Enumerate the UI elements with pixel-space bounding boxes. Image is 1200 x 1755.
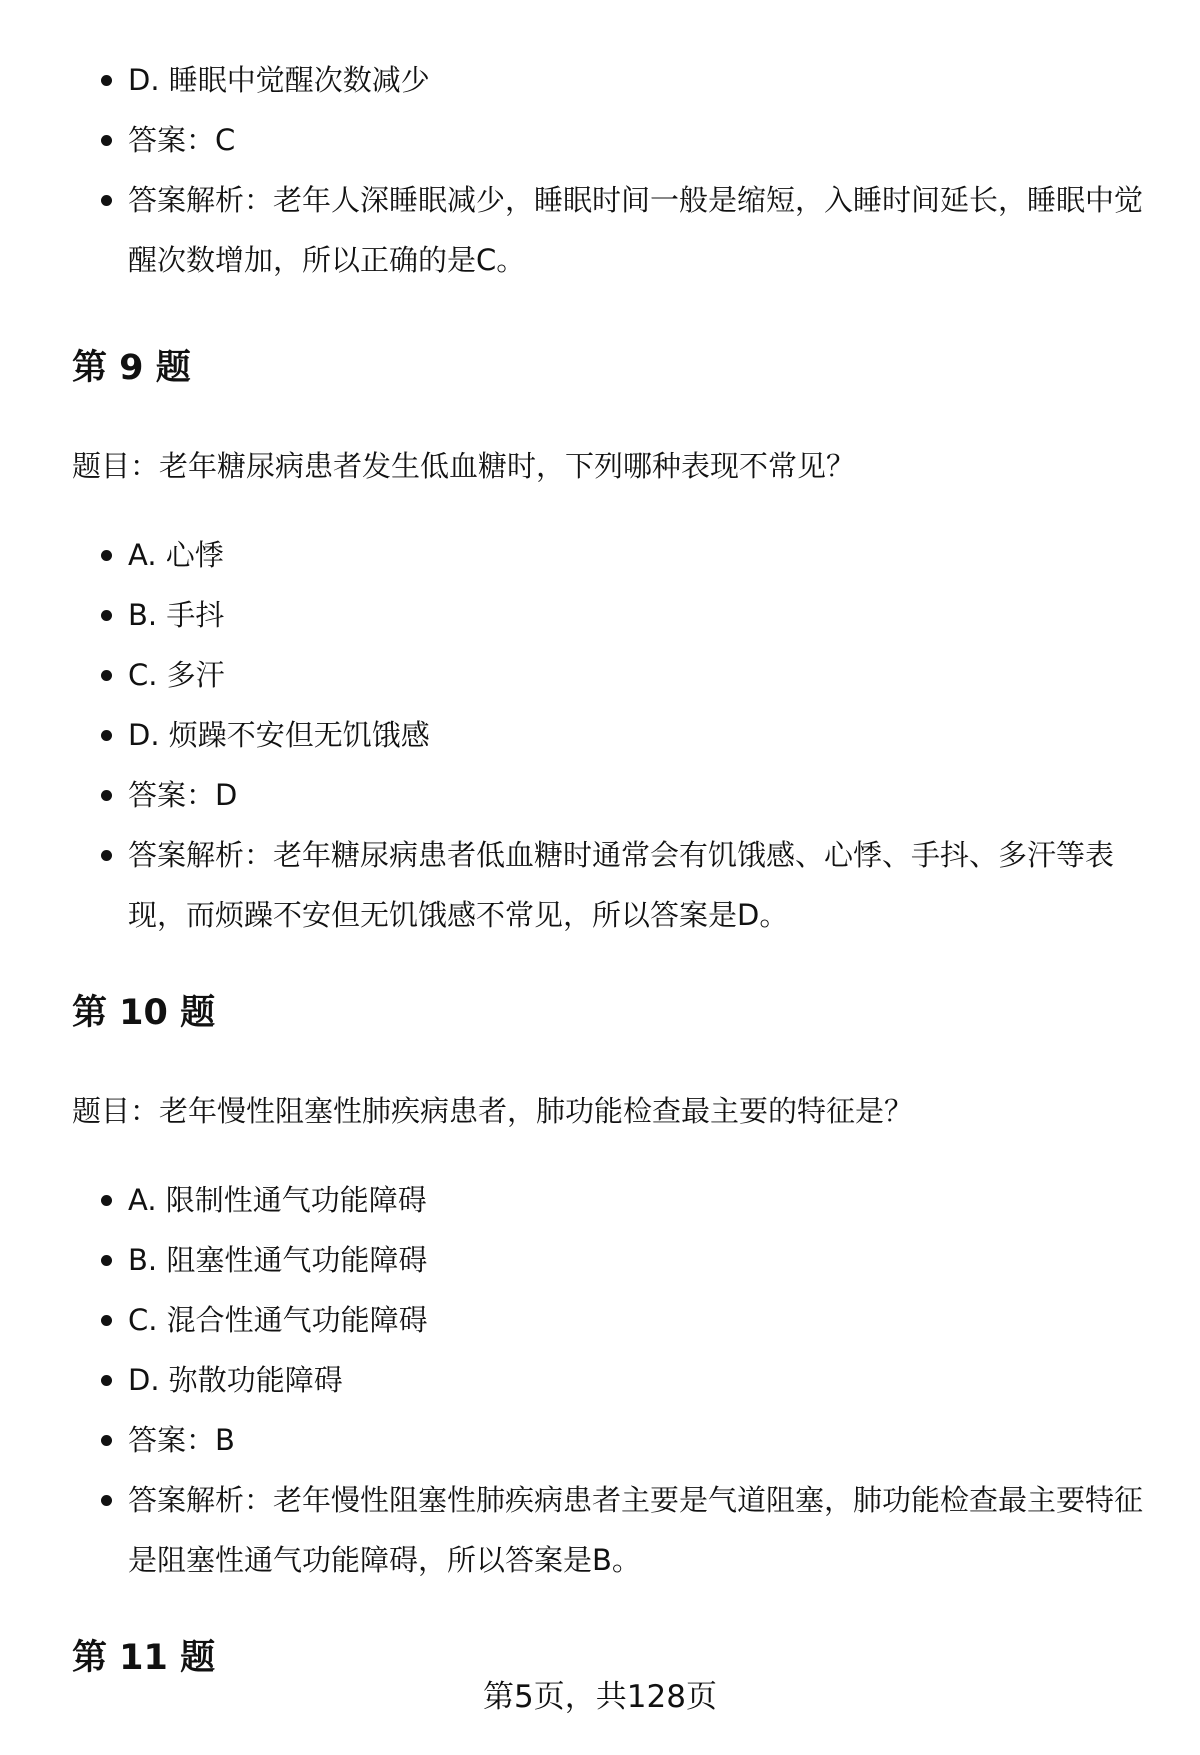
question-10-heading: 第 10 题	[72, 993, 216, 1033]
bullet-icon	[101, 1255, 112, 1266]
option-a	[72, 525, 1146, 585]
bullet-icon	[101, 75, 112, 86]
answer-explanation	[72, 170, 1146, 290]
answer-text: 答案：C	[128, 123, 236, 157]
bullet-icon	[101, 790, 112, 801]
option-text: A. 限制性通气功能障碍	[128, 1183, 427, 1217]
question-9-stem: 题目：老年糖尿病患者发生低血糖时，下列哪种表现不常见？	[72, 449, 856, 483]
bullet-icon	[101, 730, 112, 741]
page-number: 第5页，共128页	[483, 1679, 717, 1715]
option-d	[72, 50, 1146, 110]
bullet-icon	[101, 135, 112, 146]
bullet-icon	[101, 850, 112, 861]
option-text: D. 睡眠中觉醒次数减少	[128, 63, 430, 97]
explanation-text: 答案解析：老年慢性阻塞性肺疾病患者主要是气道阻塞，肺功能检查最主要特征是阻塞性通气功能障碍，所以答案是B。	[128, 1483, 1144, 1577]
bullet-icon	[101, 1495, 112, 1506]
bullet-icon	[101, 670, 112, 681]
option-text: C. 多汗	[128, 658, 225, 692]
option-a	[72, 1170, 1146, 1230]
answer-text: 答案：D	[128, 778, 238, 812]
prev-question-options	[72, 50, 1146, 290]
option-text: D. 烦躁不安但无饥饿感	[128, 718, 430, 752]
option-b	[72, 1230, 1146, 1290]
answer	[72, 765, 1146, 825]
answer	[72, 1410, 1146, 1470]
bullet-icon	[101, 1315, 112, 1326]
question-10-stem: 题目：老年慢性阻塞性肺疾病患者，肺功能检查最主要的特征是？	[72, 1094, 914, 1128]
explanation-text: 答案解析：老年人深睡眠减少，睡眠时间一般是缩短，入睡时间延长，睡眠中觉醒次数增加，所以正确的是C。	[128, 183, 1144, 277]
option-d	[72, 1350, 1146, 1410]
answer	[72, 110, 1146, 170]
answer-explanation	[72, 825, 1146, 945]
bullet-icon	[101, 550, 112, 561]
option-d	[72, 705, 1146, 765]
explanation-text: 答案解析：老年糖尿病患者低血糖时通常会有饥饿感、心悸、手抖、多汗等表现，而烦躁不安但无饥饿感不常见，所以答案是D。	[128, 838, 1115, 932]
bullet-icon	[101, 1435, 112, 1446]
bullet-icon	[101, 1375, 112, 1386]
option-text: C. 混合性通气功能障碍	[128, 1303, 428, 1337]
question-9-options	[72, 525, 1146, 945]
answer-explanation	[72, 1470, 1146, 1590]
option-c	[72, 1290, 1146, 1350]
option-text: D. 弥散功能障碍	[128, 1363, 343, 1397]
question-9-heading: 第 9 题	[72, 348, 191, 388]
option-c	[72, 645, 1146, 705]
option-b	[72, 585, 1146, 645]
option-text: B. 阻塞性通气功能障碍	[128, 1243, 428, 1277]
bullet-icon	[101, 195, 112, 206]
option-text: B. 手抖	[128, 598, 225, 632]
bullet-icon	[101, 1195, 112, 1206]
answer-text: 答案：B	[128, 1423, 235, 1457]
question-11-heading: 第 11 题	[72, 1638, 216, 1678]
bullet-icon	[101, 610, 112, 621]
option-text: A. 心悸	[128, 538, 224, 572]
question-10-options	[72, 1170, 1146, 1590]
